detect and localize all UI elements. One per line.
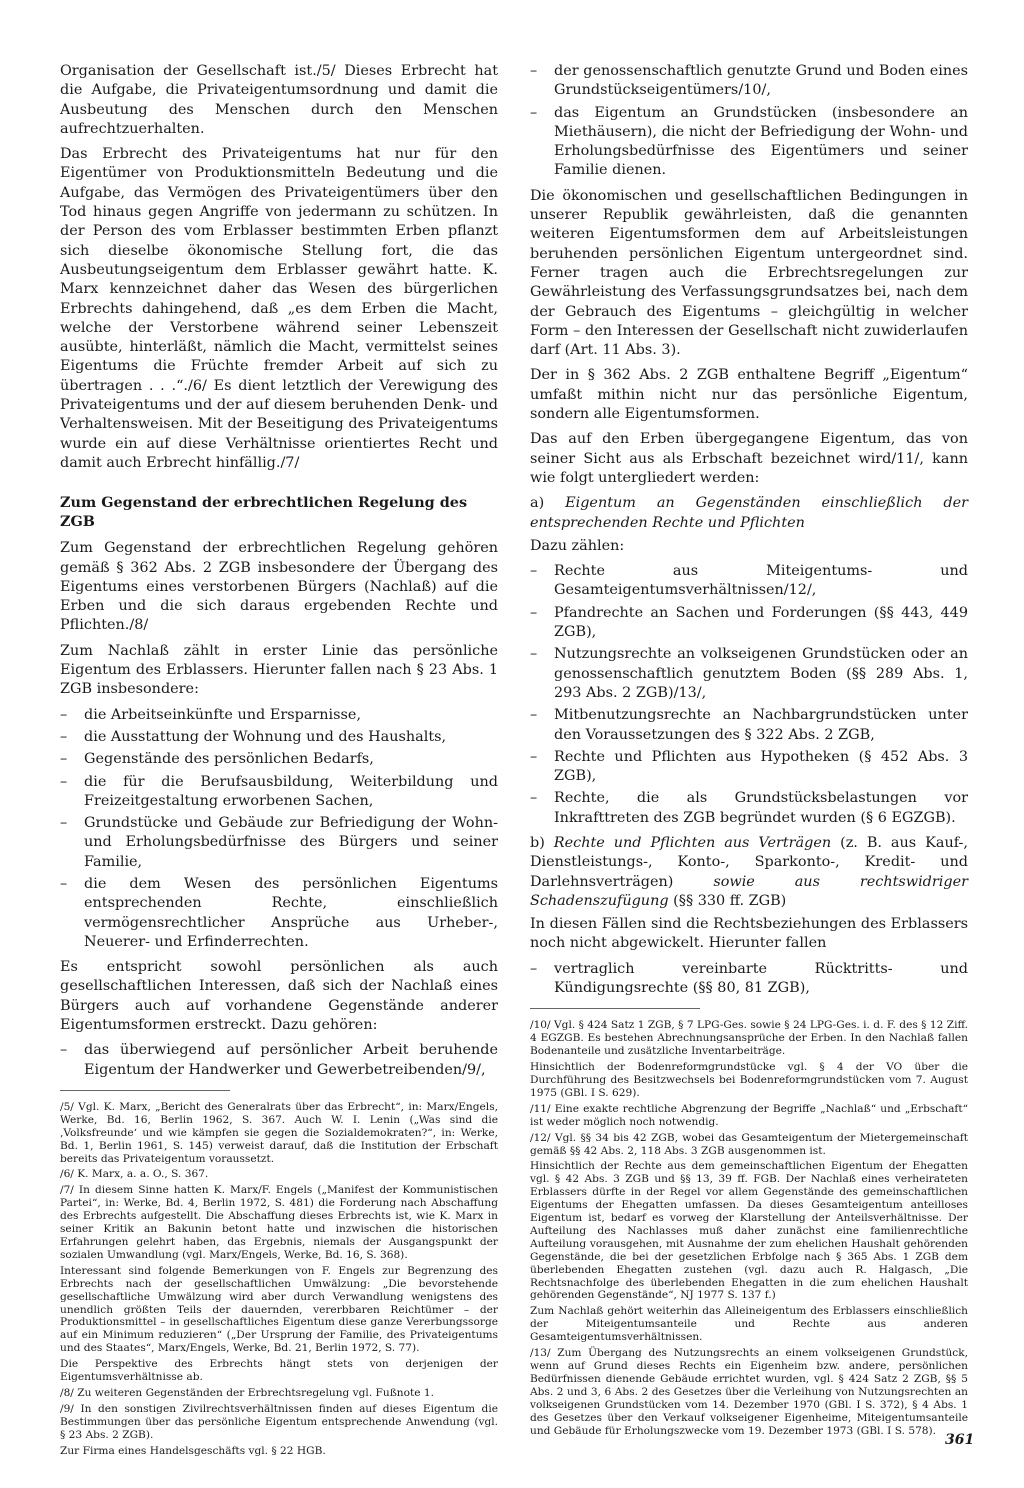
- list-item: – das überwiegend auf persönlicher Arbeit beruhende Eigentum der Handwerker und Gewerbetreibenden/9/,: [60, 1041, 498, 1080]
- list-item: – Nutzungsrechte an volkseigenen Grundstücken oder an genossenschaftlich genutztem Boden (§§ 289 Abs. 1, 293 Abs. 2 ZGB)/13/,: [530, 645, 968, 703]
- footnote: Zum Nachlaß gehört weiterhin das Alleineigentum des Erblassers einschließlich der Miteigentumsanteile und Rechte aus anderen Gesamteigentumsverhältnissen.: [530, 1305, 968, 1344]
- list-item: – Mitbenutzungsrechte an Nachbargrundstücken unter den Voraussetzungen des § 322 Abs. 2 ZGB,: [530, 706, 968, 745]
- list-item: – das Eigentum an Grundstücken (insbesondere an Miethäusern), die nicht der Befriedigung der Wohn- und Erholungsbedürfnisse des Eigentümers und seiner Familie dienen.: [530, 104, 968, 181]
- list-item: – Rechte und Pflichten aus Hypotheken (§ 452 Abs. 3 ZGB),: [530, 748, 968, 787]
- list-item: – die Ausstattung der Wohnung und des Haushalts,: [60, 728, 498, 747]
- right-column: [530, 62, 968, 1440]
- section-heading: Zum Gegenstand der erbrechtlichen Regelung des ZGB: [60, 494, 468, 531]
- footnote: Interessant sind folgende Bemerkungen von F. Engels zur Begrenzung des Erbrechts nach der gesellschaftlichen Umwälzung: „Die bevorstehende gesellschaftliche Umwälzung wird aber durch Verwandlung wenigstens des unendlich größten Teils der dauernden, vererbbaren Reichtümer – der Produktionsmittel – in gesellschaftliches Eigentum diese ganze Vererbungssorge auf ein Minimum reduzieren“ („Der Ursprung der Familie, des Privateigentums und des Staates“, Marx/Engels, Werke, Bd. 21, Berlin 1972, S. 77).: [60, 1264, 498, 1355]
- paragraph: Die ökonomischen und gesellschaftlichen Bedingungen in unserer Republik gewährleisten, daß die genannten weiteren Eigentumsformen dem auf Arbeitsleistungen beruhenden persönlichen Eigentum untergeordnet sind. Ferner tragen auch die Erbrechtsregelungen zur Gewährleistung des Verfassungsgrundsatzes bei, nach dem der Gebrauch des Eigentums – gleichgültig in welcher Form – den Interessen der Gesellschaft nicht zuwiderlaufen darf (Art. 11 Abs. 3).: [530, 187, 968, 359]
- paragraph: Dazu zählen:: [530, 537, 625, 554]
- footnote: Zur Firma eines Handelsgeschäfts vgl. § 22 HGB.: [60, 1444, 326, 1457]
- footnote: /5/ Vgl. K. Marx, „Bericht des Generalrats über das Erbrecht“, in: Marx/Engels, Werke, Bd. 16, Berlin 1962, S. 367. Auch W. I. Lenin („Was sind die ‚Volksfreunde‘ und wie kämpfen sie gegen die Sozialdemokraten?“, in: Werke, Bd. 1, Berlin 1961, S. 145) verweist darauf, daß die Institution der Erbschaft bereits das Privateigentum voraussetzt.: [60, 1100, 498, 1165]
- paragraph: Das Erbrecht des Privateigentums hat nur für den Eigentümer von Produktionsmitteln Bedeutung und die Aufgabe, das Vermögen des Privateigentümers über den Tod hinaus gegen Angriffe von jedermann zu schützen. In der Person des vom Erblasser bestimmten Erben pflanzt sich dieselbe ökonomische Stellung fort, die das Ausbeutungseigentum dem Erblasser gewährt hatte. K. Marx kennzeichnet daher das Wesen des bürgerlichen Erbrechts dahingehend, daß „es dem Erben die Macht, welche der Verstorbene während seiner Lebenszeit ausübte, hinterläßt, nämlich die Macht, vermittelst seines Eigentums die Früchte fremder Arbeit auf sich zu übertragen . . .“./6/ Es dient letztlich der Verewigung des Privateigentums und der auf diesem beruhenden Denk- und Verhaltensweisen. Mit der Beseitigung des Privateigentums wurde ein auf diese Verhältnisse orientiertes Recht und damit auch Erbrecht hinfällig./7/: [60, 146, 498, 471]
- subsection-title: Eigentum an Gegenständen einschließlich der entsprechenden Rechte und Pflichten: [530, 495, 968, 531]
- dash-list: [530, 960, 968, 999]
- subsection-b: [530, 834, 968, 911]
- footnote: /10/ Vgl. § 424 Satz 1 ZGB, § 7 LPG-Ges. sowie § 24 LPG-Ges. i. d. F. des § 12 Ziff. 4 EGZGB. Es bestehen Abrechnungsansprüche der Erben. In den Nachlaß fallen Bodenanteile und zusätzliche Inventarbeiträge.: [530, 1019, 968, 1058]
- right-main-text: [530, 62, 968, 998]
- footnote: Hinsichtlich der Rechte aus dem gemeinschaftlichen Eigentum der Ehegatten vgl. § 42 Abs. 3 ZGB und §§ 13, 39 ff. FGB. Der Nachlaß eines verheirateten Erblassers dürfte in der Regel vor allem Gegenstände des gemeinschaftlichen Eigentums der Ehegatten umfassen. Da dieses Gesamteigentum anteilloses Eigentum ist, bedarf es vorweg der Klarstellung der Anteilsverhältnisse. Der Aufteilung des Nachlasses muß daher zunächst eine familienrechtliche Aufteilung vorausgehen, mit Ausnahme der zum ehelichen Haushalt gehörenden Gegenstände, die bei der gesetzlichen Erbfolge nach § 365 Abs. 1 ZGB dem überlebenden Ehegatten zustehen (vgl. dazu auch R. Halgasch, „Die Rechtsnachfolge des überlebenden Ehegatten in die zum ehelichen Haushalt gehörenden Gegenstände“, NJ 1977 S. 137 f.): [530, 1160, 968, 1302]
- paragraph: In diesen Fällen sind die Rechtsbeziehungen des Erblassers noch nicht abgewickelt. Hierunter fallen: [530, 916, 968, 952]
- footnote-separator: [530, 1008, 700, 1009]
- subsection-text: (§§ 330 ff. ZGB): [668, 892, 787, 909]
- list-item: – Grundstücke und Gebäude zur Befriedigung der Wohn- und Erholungsbedürfnisse des Bürgers und seiner Familie,: [60, 814, 498, 872]
- subsection-label: b): [530, 834, 554, 851]
- footnote: /6/ K. Marx, a. a. O., S. 367.: [60, 1168, 209, 1181]
- list-item: – die Arbeitseinkünfte und Ersparnisse,: [60, 706, 498, 725]
- footnote-separator: [60, 1090, 230, 1091]
- list-item: – vertraglich vereinbarte Rücktritts- und Kündigungsrechte (§§ 80, 81 ZGB),: [530, 960, 968, 999]
- left-main-text: [60, 62, 498, 1080]
- footnote: /12/ Vgl. §§ 34 bis 42 ZGB, wobei das Gesamteigentum der Mietergemeinschaft gemäß §§ 42 Abs. 2, 118 Abs. 3 ZGB ausgenommen ist.: [530, 1131, 968, 1157]
- list-item: – der genossenschaftlich genutzte Grund und Boden eines Grundstückseigentümers/10/,: [530, 62, 968, 101]
- footnote: /11/ Eine exakte rechtliche Abgrenzung der Begriffe „Nachlaß“ und „Erbschaft“ ist weder möglich noch notwendig.: [530, 1102, 968, 1128]
- paragraph: Das auf den Erben übergegangene Eigentum, das von seiner Sicht aus als Erbschaft bezeichnet wird/11/, kann wie folgt untergliedert werden:: [530, 431, 968, 486]
- left-column: [60, 62, 498, 1461]
- list-item: – Rechte, die als Grundstücksbelastungen vor Inkrafttreten des ZGB begründet wurden (§ 6 EGZGB).: [530, 789, 968, 828]
- paragraph: Zum Gegenstand der erbrechtlichen Regelung gehören gemäß § 362 Abs. 2 ZGB insbesondere der Übergang des Eigentums eines verstorbenen Bürgers (Nachlaß) auf die Erben und die sich daraus ergebenden Rechte und Pflichten./8/: [60, 540, 498, 634]
- subsection-title: sowie aus rechtswidriger Schadenszufügung: [530, 873, 968, 909]
- dash-list: [530, 562, 968, 828]
- subsection-text: (z. B. aus Kauf-, Dienstleistungs-, Konto-, Sparkonto-, Kredit- und Darlehnsverträgen): [530, 834, 968, 890]
- list-item: – die dem Wesen des persönlichen Eigentums entsprechenden Rechte, einschließlich vermögensrechtlicher Ansprüche aus Urheber-, Neuerer- und Erfinderrechten.: [60, 875, 498, 952]
- subsection-title: Rechte und Pflichten aus Verträgen: [553, 834, 832, 851]
- page-number: 361: [945, 1432, 975, 1448]
- footnote: Die Perspektive des Erbrechts hängt stets von derjenigen der Eigentumsverhältnisse ab.: [60, 1358, 498, 1384]
- left-footnotes: [60, 1101, 498, 1458]
- footnote: Hinsichtlich der Bodenreformgrundstücke vgl. § 4 der VO über die Durchführung des Besitzwechsels bei Bodenreformgrundstücken vom 7. August 1975 (GBl. I S. 629).: [530, 1061, 968, 1099]
- subsection-label: a): [530, 495, 566, 512]
- list-item: – Pfandrechte an Sachen und Forderungen (§§ 443, 449 ZGB),: [530, 604, 968, 643]
- paragraph: Zum Nachlaß zählt in erster Linie das persönliche Eigentum des Erblassers. Hierunter fallen nach § 23 Abs. 1 ZGB insbesondere:: [60, 642, 498, 698]
- list-item: – Rechte aus Miteigentums- und Gesamteigentumsverhältnissen/12/,: [530, 562, 968, 601]
- dash-list: [60, 1041, 498, 1080]
- dash-list: [530, 62, 968, 181]
- paragraph: Der in § 362 Abs. 2 ZGB enthaltene Begriff „Eigentum“ umfaßt mithin nicht nur das persönliche Eigentum, sondern alle Eigentumsformen.: [530, 367, 968, 423]
- footnote: /7/ In diesem Sinne hatten K. Marx/F. Engels („Manifest der Kommunistischen Partei“, in: Werke, Bd. 4, Berlin 1972, S. 481) die Forderung nach Abschaffung des Erbrechts aufgestellt. Die Abschaffung dieses Erbrechts ist, wie K. Marx in seiner Kritik an Bakunin betont hatte und inzwischen die historischen Erfahrungen gelehrt haben, das Ergebnis, niemals der Ausgangspunkt der sozialen Umwandlung (vgl. Marx/Engels, Werke, Bd. 16, S. 368).: [60, 1184, 498, 1261]
- paragraph: Organisation der Gesellschaft ist./5/ Dieses Erbrecht hat die Aufgabe, die Privateigentumsordnung und damit die Ausbeutung des Menschen durch den Menschen aufrechtzuerhalten.: [60, 63, 498, 137]
- dash-list: [60, 706, 498, 953]
- subsection-a: [530, 494, 968, 533]
- list-item: – Gegenstände des persönlichen Bedarfs,: [60, 750, 498, 769]
- right-footnotes: [530, 1019, 968, 1437]
- list-item: – die für die Berufsausbildung, Weiterbildung und Freizeitgestaltung erworbenen Sachen,: [60, 773, 498, 812]
- paragraph: Es entspricht sowohl persönlichen als auch gesellschaftlichen Interessen, daß sich der Nachlaß eines Bürgers auch auf vorhandene Gegenstände anderer Eigentumsformen erstreckt. Dazu gehören:: [60, 959, 498, 1034]
- footnote: /13/ Zum Übergang des Nutzungsrechts an einem volkseigenen Grundstück, wenn auf Grund dieses Rechts ein Eigenheim bzw. andere, persönlichen Bedürfnissen dienende Gebäude errichtet wurden, vgl. § 424 Satz 2 ZGB, §§ 5 Abs. 2 und 3, 6 Abs. 2 des Gesetzes über die Verleihung von Nutzungsrechten an volkseigenen Grundstücken vom 14. Dezember 1970 (GBl. I S. 372), § 4 Abs. 1 des Gesetzes über den Verkauf volkseigener Eigenheime, Miteigentumsanteile und Gebäude für Erholungszwecke vom 19. Dezember 1973 (GBl. I S. 578).: [530, 1347, 968, 1437]
- footnote: /9/ In den sonstigen Zivilrechtsverhältnissen finden auf dieses Eigentum die Bestimmungen über das persönliche Eigentum entsprechende Anwendung (vgl. § 23 Abs. 2 ZGB).: [60, 1402, 498, 1441]
- footnote: /8/ Zu weiteren Gegenständen der Erbrechtsregelung vgl. Fußnote 1.: [60, 1386, 435, 1399]
